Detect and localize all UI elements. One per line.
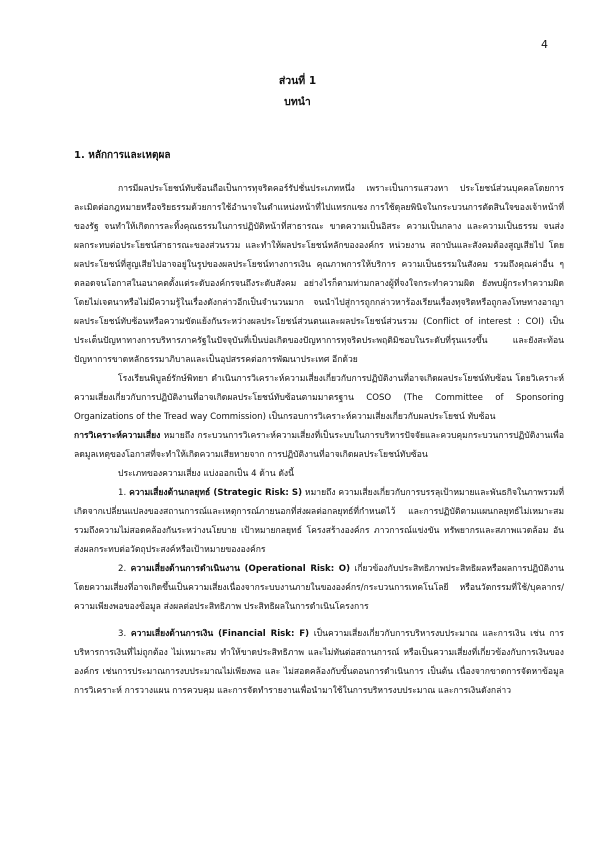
part-title: ส่วนที่ 1 bbox=[278, 75, 317, 87]
risk-item-strategic bbox=[74, 484, 564, 560]
risk-analysis-term: การวิเคราะห์ความเสี่ยง bbox=[74, 431, 161, 441]
risk-types-intro: ประเภทของความเสี่ยง แบ่งออกเป็น 4 ด้าน ดังนี้ bbox=[118, 469, 294, 479]
risk-definition: เกี่ยวข้องกับประสิทธิภาพประสิทธิผลหรือผลการปฏิบัติงาน โดยความเสี่ยงที่อาจเกิดขึ้นเป็นความเสี่ยงเนื่องจากระบบงานภายในขององค์กร/กระบวนการเทคโนโลยี หรือนวัตกรรมที่ใช้/บุคลากร/ความเพียงพอของข้อมูล ส่งผลต่อประสิทธิภาพ ประสิทธิผลในการดำเนินโครงการ bbox=[74, 564, 564, 612]
risk-analysis-definition: หมายถึง กระบวนการวิเคราะห์ความเสี่ยงที่เป็นระบบในการบริหารปัจจัยและควบคุมกระบวนการปฏิบัติงานเพื่อลดมูลเหตุของโอกาสที่จะทำให้เกิดความเสียหายจาก การปฏิบัติงานที่อาจเกิดผลประโยชน์ทับซ้อน bbox=[74, 431, 564, 460]
risk-item-financial bbox=[74, 625, 564, 701]
paragraph-risk-analysis bbox=[74, 427, 564, 465]
paragraph-conflict-of-interest: การมีผลประโยชน์ทับซ้อนถือเป็นการทุจริตคอร์รัปชั่นประเภทหนึ่ง เพราะเป็นการแสวงหา ประโยชน์ส่วนบุคคลโดยการละเมิดต่อกฎหมายหรือจริยธรรมด้วยการใช้อำนาจในตำแหน่งหน้าที่ไปแทรกแซง การใช้ดุลยพินิจในกระบวนการตัดสินใจของเจ้าหน้าที่ของรัฐ จนทำให้เกิดการละทิ้งคุณธรรมในการปฏิบัติหน้าที่สาธารณะ ขาดความเป็นอิสระ ความเป็นกลาง และความเป็นธรรม จนส่งผลกระทบต่อประโยชน์สาธารณะของส่วนรวม และทำให้ผลประโยชน์หลักขององค์กร หน่วยงาน สถาบันและสังคมต้องสูญเสียไป โดยผลประโยชน์ที่สูญเสียไปอาจอยู่ในรูปของผลประโยชน์ทางการเงิน คุณภาพการให้บริการ ความเป็นธรรมในสังคม รวมถึงคุณค่าอื่น ๆ ตลอดจนโอกาสในอนาคตตั้งแต่ระดับองค์กรจนถึงระดับสังคม อย่างไรก็ตามท่ามกลางผู้ที่จงใจกระทำความผิด ยังพบผู้กระทำความผิดโดยไม่เจตนาหรือไม่มีความรู้ในเรื่องดังกล่าวอีกเป็นจำนวนมาก จนนำไปสู่การถูกกล่าวหาร้องเรียนเรื่องทุจริตหรือถูกลงโทษทางอาญาผลประโยชน์ทับซ้อนหรือความขัดแย้งกันระหว่างผลประโยชน์ส่วนตนและผลประโยชน์ส่วนรวม (Conflict of interest : COI) เป็นประเด็นปัญหาทางการบริหารภาครัฐในปัจจุบันที่เป็นบ่อเกิดของปัญหาการทุจริตประพฤติมิชอบในระดับที่รุนแรงขึ้น และยังสะท้อนปัญหาการขาดหลักธรรมาภิบาลและเป็นอุปสรรคต่อการพัฒนาประเทศ อีกด้วย bbox=[74, 184, 564, 365]
paragraph-school-coso: โรงเรียนพิบูลย์รักษ์พิทยา ดำเนินการวิเคราะห์ความเสี่ยงเกี่ยวกับการปฏิบัติงานที่อาจเกิดผลประโยชน์ทับซ้อน โดยวิเคราะห์ความเสี่ยงเกี่ยวกับการปฏิบัติงานที่อาจเกิดผลประโยชน์ทับซ้อนตามมาตรฐาน COSO (The Committee of Sponsoring Organizations of the Tread way Commission) เป็นกรอบการวิเคราะห์ความเสี่ยงเกี่ยวกับผลประโยชน์ ทับซ้อน bbox=[74, 374, 564, 422]
risk-definition: เป็นความเสี่ยงเกี่ยวกับการบริหารงบประมาณ และการเงิน เช่น การบริหารการเงินที่ไม่ถูกต้อง ไม่เหมาะสม ทำให้ขาดประสิทธิภาพ และไม่ทันต่อสถานการณ์ หรือเป็นความเสี่ยงที่เกี่ยวข้องกับการเงินขององค์กร เช่นการประมาณการงบประมาณไม่เพียงพอ และ ไม่สอดคล้องกับขั้นตอนการดำเนินการ เป็นต้น เนื่องจากขาดการจัดหาข้อมูล การวิเคราะห์ การวางแผน การควบคุม และการจัดทำรายงานเพื่อนำมาใช้ในการบริหารงบประมาณ และการเงินดังกล่าว bbox=[74, 629, 564, 696]
section-heading: 1. หลักการและเหตุผล bbox=[74, 150, 171, 161]
risk-definition: หมายถึง ความเสี่ยงเกี่ยวกับการบรรลุเป้าหมายและพันธกิจในภาพรวมที่เกิดจากเปลี่ยนแปลงของสถานการณ์และเหตุการณ์ภายนอกที่ส่งผลต่อกลยุทธ์ที่กำหนดไว้ และการปฏิบัติตามแผนกลยุทธ์ไม่เหมาะสม รวมถึงความไม่สอดคล้องกันระหว่างนโยบาย เป้าหมายกลยุทธ์ โครงสร้างองค์กร ภาวการณ์แข่งขัน ทรัพยากรและสภาพแวดล้อม อันส่งผลกระทบต่อวัตถุประสงค์หรือเป้าหมายขององค์กร bbox=[74, 488, 564, 555]
risk-term: ความเสี่ยงด้านกลยุทธ์ (Strategic Risk: S) bbox=[129, 488, 303, 498]
risk-term: ความเสี่ยงด้านการเงิน (Financial Risk: F) bbox=[130, 629, 310, 639]
chapter-title: บทนำ bbox=[284, 96, 311, 108]
risk-number: 2. bbox=[118, 564, 131, 574]
risk-term: ความเสี่ยงด้านการดำเนินงาน (Operational Risk: O) bbox=[130, 564, 351, 574]
risk-number: 3. bbox=[118, 629, 131, 639]
risk-item-operational bbox=[74, 560, 564, 617]
body-text bbox=[74, 180, 564, 701]
page-number: 4 bbox=[541, 38, 548, 51]
risk-number: 1. bbox=[118, 488, 130, 498]
